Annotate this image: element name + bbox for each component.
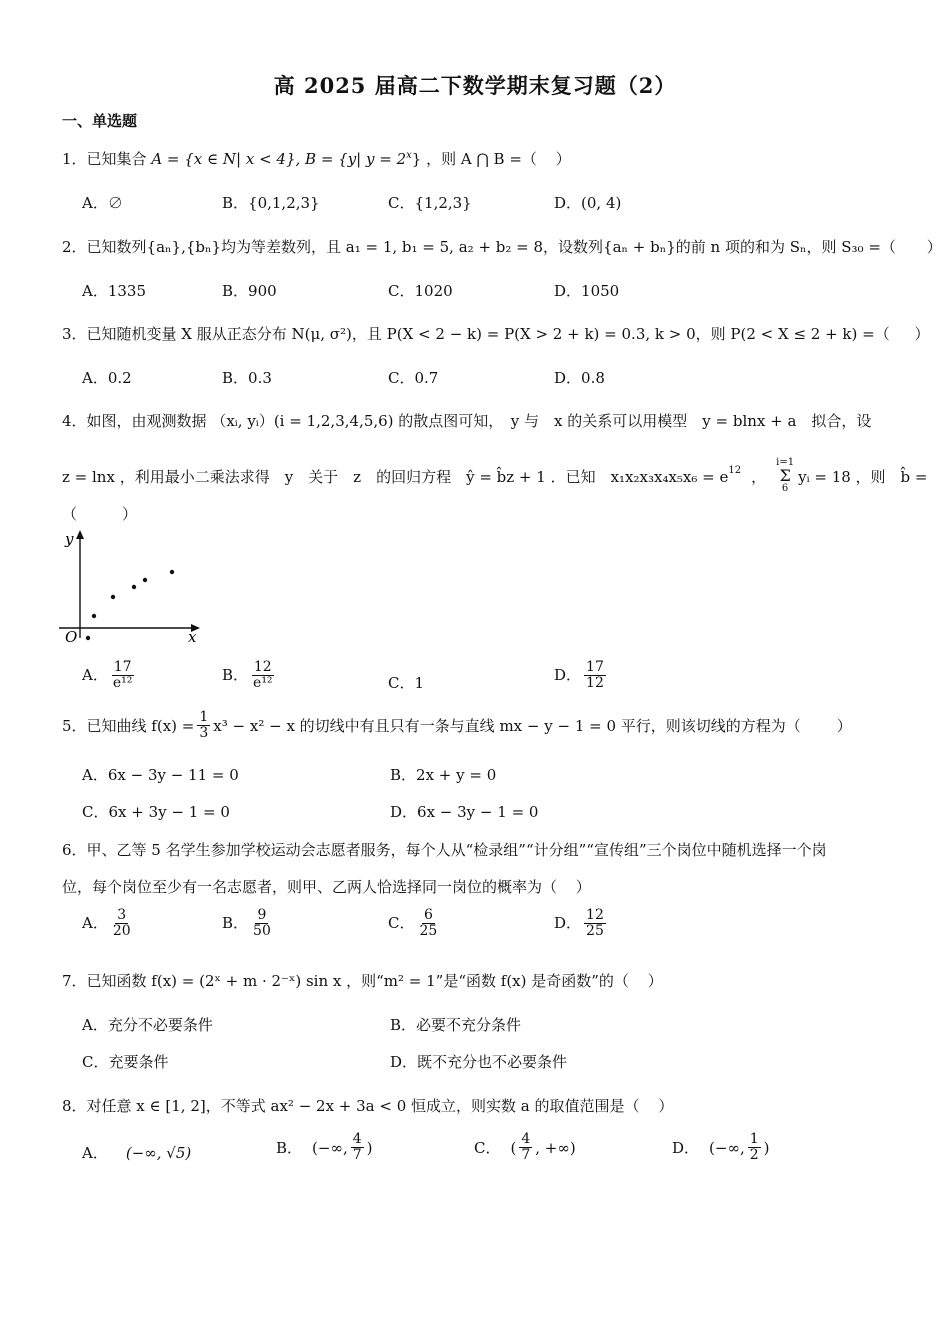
- q4-d-den: 12: [586, 675, 604, 692]
- q4-b-fraction: [251, 660, 275, 692]
- q7-option-a[interactable]: A．充分不必要条件: [82, 1016, 213, 1034]
- q4-option-a[interactable]: [82, 660, 137, 692]
- q6-a-fraction: [111, 908, 133, 940]
- y-axis-arrow: [76, 530, 84, 539]
- q1-option-a[interactable]: A．∅: [82, 194, 123, 212]
- q4-sum-symbol: Σ: [779, 466, 791, 485]
- q8-c-den: 7: [521, 1147, 531, 1164]
- q8-a-value: (−∞, √5): [125, 1143, 192, 1162]
- q5-frac-den: 3: [199, 725, 209, 742]
- q4-a-num: 17: [113, 659, 132, 675]
- q1-option-c[interactable]: C．{1,2,3}: [388, 194, 472, 212]
- q4-a-label: A．: [82, 665, 108, 684]
- q5-frac-num: 1: [199, 709, 209, 725]
- q5-end: ）: [836, 717, 852, 736]
- q6-a-den: 20: [112, 923, 131, 940]
- q4-b-label: B．: [222, 665, 249, 684]
- q8-b-label: B．: [276, 1139, 303, 1158]
- q4-a-den: e¹²: [112, 675, 133, 692]
- q6-b-label: B．: [222, 913, 249, 932]
- q4-summation: [776, 458, 794, 494]
- q4-b-den: e¹²: [253, 675, 273, 692]
- q6-option-d[interactable]: [554, 908, 609, 940]
- q5-suffix: x³ − x² − x 的切线中有且只有一条与直线 mx − y − 1 = 0 平行，则该切线的方程为（: [213, 717, 801, 736]
- question-7-stem: [62, 970, 703, 991]
- q8-c-num: 4: [521, 1131, 531, 1147]
- scatter-point: [132, 585, 136, 589]
- question-5-stem: [62, 710, 852, 742]
- q1-close: }: [411, 150, 422, 168]
- q2-end: ）: [926, 238, 942, 256]
- q4-b-num: 12: [253, 659, 272, 675]
- q6-c-fraction: [417, 908, 439, 940]
- q6-c-label: C．: [388, 913, 415, 932]
- question-3-stem: [62, 323, 930, 344]
- q4-sum-top: i=1: [776, 457, 795, 468]
- q1-suffix: ，则 A ⋂ B =（: [426, 150, 537, 168]
- question-6-line-2: [62, 876, 631, 897]
- q2-stem-text: 2．已知数列{aₙ},{bₙ}均为等差数列，且 a₁ = 1, b₁ = 5, a₂ + b₂ = 8，设数列{aₙ + bₙ}的前 n 项的和为 Sₙ，则 S₃₀ =（: [62, 238, 896, 256]
- q8-option-c[interactable]: [474, 1132, 576, 1164]
- question-2-stem: [62, 236, 942, 257]
- q3-option-b[interactable]: B．0.3: [222, 369, 272, 387]
- q7-stem-text: 7．已知函数 f(x) = (2ˣ + m · 2⁻ˣ) sin x ，则“m² = 1”是“函数 f(x) 是奇函数”的（: [62, 972, 629, 990]
- q5-prefix: 5．已知曲线 f(x) =: [62, 717, 195, 736]
- q4-d-fraction: [584, 660, 606, 692]
- q4-line2a: z = lnx ，利用最小二乘法求得 y 关于 z 的回归方程 ŷ = b̂z + 1 ．已知 x₁x₂x₃x₄x₅x₆ = e: [62, 467, 729, 486]
- origin-label: O: [65, 628, 78, 646]
- q8-b-den: 7: [352, 1147, 362, 1164]
- q1-option-b[interactable]: B．{0,1,2,3}: [222, 194, 320, 212]
- q8-option-d[interactable]: [672, 1132, 770, 1164]
- q8-b-post: ): [366, 1138, 373, 1157]
- q8-d-den: 2: [749, 1147, 759, 1164]
- q5-option-d[interactable]: D．6x − 3y − 1 = 0: [390, 803, 539, 821]
- q8-d-fraction: [748, 1132, 761, 1164]
- q7-end: ）: [647, 972, 663, 990]
- q6-d-num: 12: [586, 907, 604, 923]
- q6-d-label: D．: [554, 913, 582, 932]
- q5-option-b[interactable]: B．2x + y = 0: [390, 766, 497, 784]
- q8-b-num: 4: [352, 1131, 362, 1147]
- q1-prefix: 1．已知集合: [62, 150, 147, 168]
- section-heading: 一、单选题: [62, 112, 138, 130]
- y-axis-label: y: [65, 530, 74, 548]
- question-4-line-2: [62, 458, 927, 494]
- q6-d-den: 25: [586, 923, 604, 940]
- q7-option-d[interactable]: D．既不充分也不必要条件: [390, 1053, 568, 1071]
- q3-option-c[interactable]: C．0.7: [388, 369, 439, 387]
- q8-stem-text: 8．对任意 x ∈ [1, 2]，不等式 ax² − 2x + 3a < 0 恒成立，则实数 a 的取值范围是（: [62, 1097, 640, 1115]
- q6-end: ）: [575, 878, 591, 896]
- q8-b-fraction: [351, 1132, 364, 1164]
- q8-d-num: 1: [749, 1131, 759, 1147]
- q8-end: ）: [658, 1097, 674, 1115]
- q2-option-d[interactable]: D．1050: [554, 282, 620, 300]
- q4-line2b: ，: [751, 467, 767, 486]
- q8-c-pre: (: [510, 1138, 517, 1157]
- q4-option-b[interactable]: [222, 660, 278, 692]
- q4-a-fraction: [111, 660, 135, 692]
- q5-fraction: [197, 710, 210, 742]
- question-4-line-1: 4．如图，由观测数据 （xᵢ, yᵢ）(i = 1,2,3,4,5,6) 的散点图可知， y 与 x 的关系可以用模型 y = blnx + a 拟合，设: [62, 412, 872, 430]
- q8-b-pre: (−∞,: [312, 1138, 348, 1157]
- q2-option-b[interactable]: B．900: [222, 282, 277, 300]
- q3-end: ）: [914, 325, 930, 343]
- q6-option-a[interactable]: [82, 908, 136, 940]
- q8-c-post: , +∞): [535, 1138, 576, 1157]
- q6-b-fraction: [251, 908, 273, 940]
- q6-b-num: 9: [257, 907, 267, 923]
- q8-d-pre: (−∞,: [709, 1138, 745, 1157]
- q8-option-a[interactable]: [82, 1142, 191, 1163]
- q8-d-label: D．: [672, 1139, 700, 1158]
- q6-line2-text: 位，每个岗位至少有一名志愿者，则甲、乙两人恰选择同一岗位的概率为（: [62, 878, 558, 896]
- question-8-stem: [62, 1095, 713, 1116]
- q6-option-b[interactable]: [222, 908, 276, 940]
- question-6-line-1: 6．甲、乙等 5 名学生参加学校运动会志愿者服务，每个人从“检录组”“计分组”“宣传组”三个岗位中随机选择一个岗: [62, 841, 827, 859]
- q2-option-c[interactable]: C．1020: [388, 282, 453, 300]
- q4-scatter-plot: [55, 528, 215, 650]
- q4-option-d[interactable]: [554, 660, 609, 692]
- q4-sum-bottom: 6: [781, 483, 789, 494]
- q4-d-num: 17: [586, 659, 604, 675]
- q1-option-d[interactable]: D．(0, 4): [554, 194, 622, 212]
- q8-a-label: A．: [82, 1144, 108, 1162]
- q6-b-den: 50: [253, 923, 271, 940]
- q6-option-c[interactable]: [388, 908, 442, 940]
- q7-option-c[interactable]: C．充要条件: [82, 1053, 169, 1071]
- scatter-point: [170, 570, 174, 574]
- q4-d-label: D．: [554, 665, 582, 684]
- scatter-point: [143, 578, 147, 582]
- q7-option-b[interactable]: B．必要不充分条件: [390, 1016, 522, 1034]
- q3-option-a[interactable]: A．0.2: [82, 369, 132, 387]
- scatter-point: [92, 614, 96, 618]
- q1-sup: x: [406, 150, 412, 161]
- x-axis-label: x: [188, 628, 197, 646]
- q8-c-label: C．: [474, 1139, 501, 1158]
- q6-a-label: A．: [82, 913, 108, 932]
- question-4-line-3: （ ）: [62, 505, 138, 523]
- page-title: 高 2025 届高二下数学期末复习题（2）: [273, 73, 677, 98]
- q3-stem-text: 3．已知随机变量 X 服从正态分布 N(μ, σ²)，且 P(X < 2 − k) = P(X > 2 + k) = 0.3, k > 0，则 P(2 < X ≤ 2 + k) =（: [62, 325, 890, 343]
- question-1-stem: [62, 148, 611, 169]
- q8-d-post: ): [763, 1138, 770, 1157]
- q5-option-c[interactable]: C．6x + 3y − 1 = 0: [82, 803, 230, 821]
- q1-end: ）: [555, 150, 571, 168]
- q5-option-a[interactable]: A．6x − 3y − 11 = 0: [82, 766, 239, 784]
- q6-d-fraction: [584, 908, 606, 940]
- q4-line2-sup: 12: [728, 464, 742, 476]
- q8-c-fraction: [519, 1132, 532, 1164]
- q6-c-num: 6: [423, 907, 433, 923]
- q6-a-num: 3: [117, 907, 127, 923]
- scatter-point: [111, 595, 115, 599]
- q1-math: A = {x ∈ N| x < 4}, B = {y| y = 2: [151, 150, 407, 168]
- q3-option-d[interactable]: D．0.8: [554, 369, 605, 387]
- scatter-point: [86, 636, 90, 640]
- q8-option-b[interactable]: [276, 1132, 373, 1164]
- q4-line2c: yᵢ = 18 ，则 b̂ =: [798, 467, 928, 486]
- q2-option-a[interactable]: A．1335: [82, 282, 147, 300]
- q6-c-den: 25: [419, 923, 438, 940]
- q4-option-c[interactable]: C．1: [388, 674, 425, 692]
